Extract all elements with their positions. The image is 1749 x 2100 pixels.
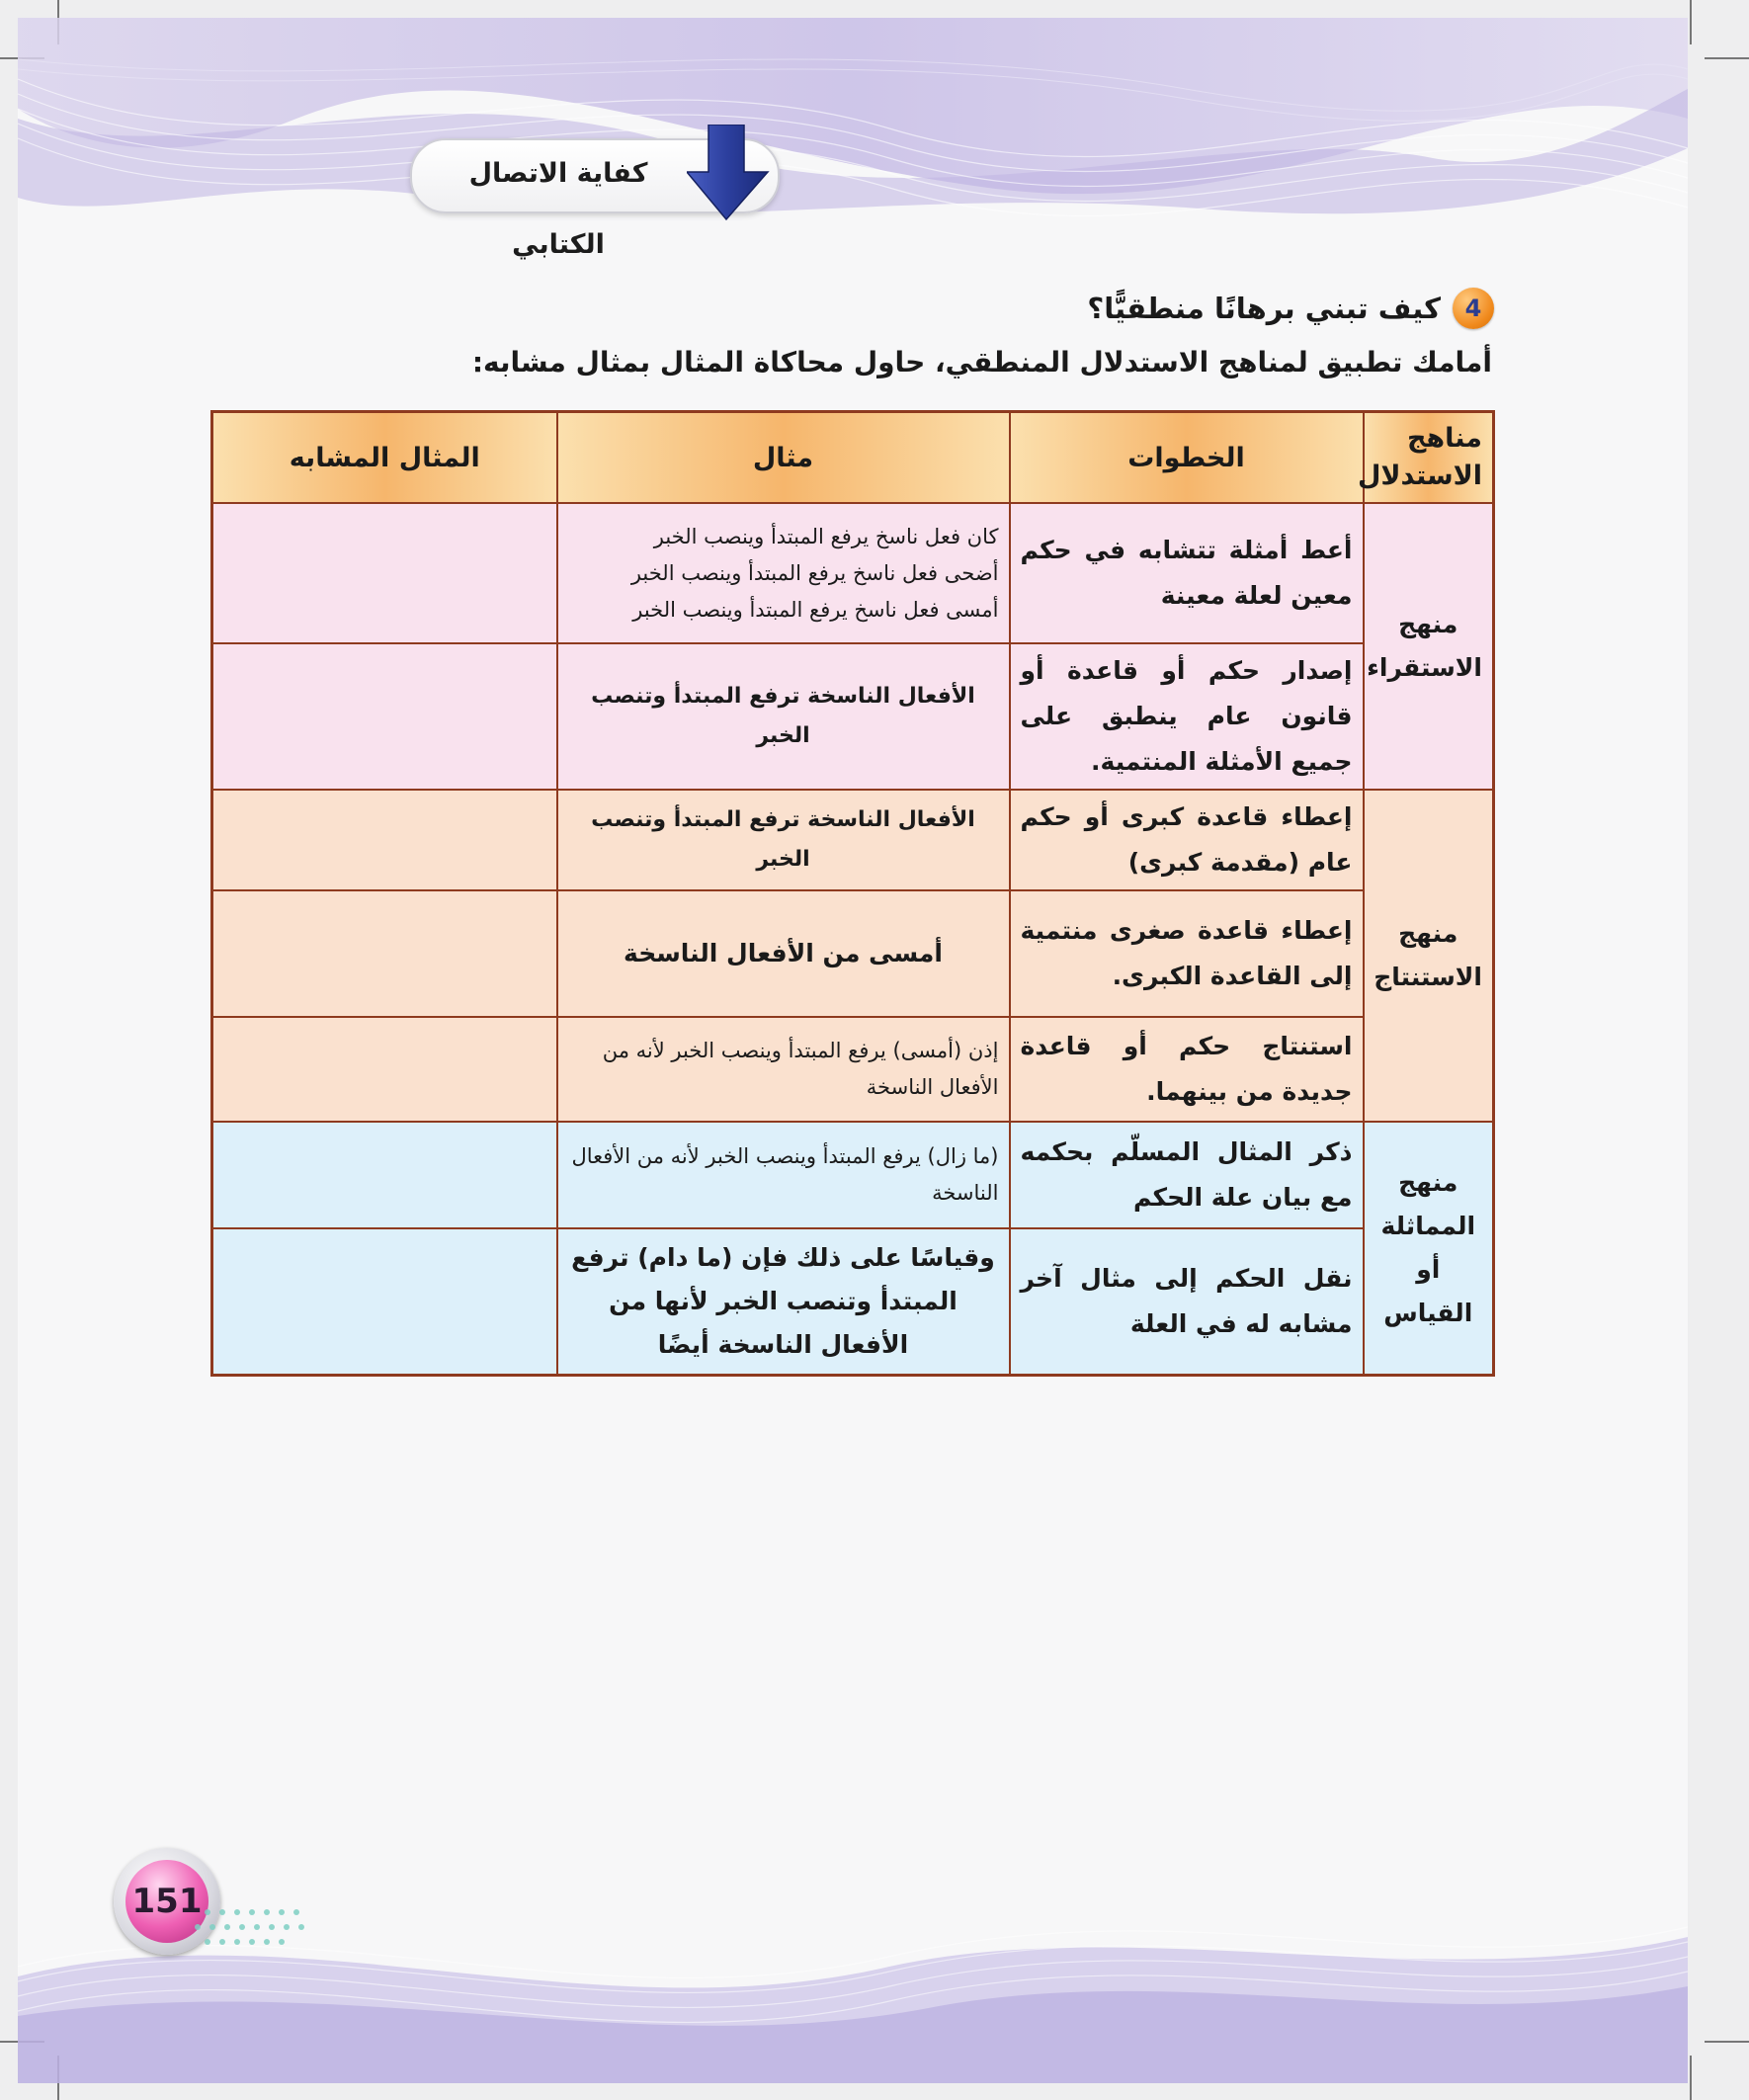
header-example: مثال (557, 412, 1010, 504)
step-cell: أعط أمثلة تتشابه في حكم معين لعلة معينة (1010, 503, 1364, 643)
step-cell: إعطاء قاعدة صغرى منتمية إلى القاعدة الكبرى. (1010, 890, 1364, 1017)
table-row (212, 1228, 1494, 1375)
method-induction: منهج الاستقراء (1364, 503, 1494, 790)
header-steps: الخطوات (1010, 412, 1364, 504)
crop-mark (1705, 2041, 1749, 2043)
page-number: 151 (131, 1882, 203, 1921)
crop-mark (0, 2041, 44, 2043)
question-line (1087, 289, 1494, 328)
step-cell: إعطاء قاعدة كبرى أو حكم عام (مقدمة كبرى) (1010, 790, 1364, 890)
similar-example-answer-cell[interactable] (212, 643, 557, 790)
reasoning-methods-table (210, 410, 1495, 1377)
method-deduction: منهج الاستنتاج (1364, 790, 1494, 1122)
example-cell: أمسى من الأفعال الناسخة (557, 890, 1010, 1017)
header-wave-decoration (0, 0, 1749, 260)
crop-mark (1690, 2056, 1692, 2100)
step-cell: ذكر المثال المسلّم بحكمه مع بيان علة الحكم (1010, 1122, 1364, 1228)
similar-example-answer-cell[interactable] (212, 1122, 557, 1228)
example-cell: وقياسًا على ذلك فإن (ما دام) ترفع المبتدأ وتنصب الخبر لأنها من الأفعال الناسخة أيضًا (557, 1228, 1010, 1375)
example-cell: (ما زال) يرفع المبتدأ وينصب الخبر لأنه من الأفعال الناسخة (557, 1122, 1010, 1228)
similar-example-answer-cell[interactable] (212, 503, 557, 643)
example-line: كان فعل ناسخ يرفع المبتدأ وينصب الخبر (653, 524, 999, 548)
similar-example-answer-cell[interactable] (212, 890, 557, 1017)
similar-example-answer-cell[interactable] (212, 1017, 557, 1122)
table-header-row (212, 412, 1494, 504)
question-text: كيف تبني برهانًا منطقيًّا؟ (1087, 292, 1441, 325)
table-row (212, 643, 1494, 790)
similar-example-answer-cell[interactable] (212, 1228, 557, 1375)
question-number-badge: 4 (1453, 288, 1494, 329)
example-cell: الأفعال الناسخة ترفع المبتدأ وتنصب الخبر (557, 790, 1010, 890)
header-methods: مناهج الاستدلال (1364, 412, 1494, 504)
section-title: كفاية الاتصال الكتابي (468, 158, 648, 260)
header-similar-example: المثال المشابه (212, 412, 557, 504)
table-row (212, 1122, 1494, 1228)
example-cell: إذن (أمسى) يرفع المبتدأ وينصب الخبر لأنه من الأفعال الناسخة (557, 1017, 1010, 1122)
table-row (212, 790, 1494, 890)
dots-decoration-icon (188, 1902, 326, 1962)
step-cell: إصدار حكم أو قاعدة أو قانون عام ينطبق على جميع الأمثلة المنتمية. (1010, 643, 1364, 790)
similar-example-answer-cell[interactable] (212, 790, 557, 890)
table-row (212, 890, 1494, 1017)
instruction-text: أمامك تطبيق لمناهج الاستدلال المنطقي، حاول محاكاة المثال بمثال مشابه: (471, 346, 1492, 378)
crop-mark (57, 2056, 59, 2100)
step-cell: استنتاج حكم أو قاعدة جديدة من بينهما. (1010, 1017, 1364, 1122)
step-cell: نقل الحكم إلى مثال آخر مشابه له في العلة (1010, 1228, 1364, 1375)
example-line: أمسى فعل ناسخ يرفع المبتدأ وينصب الخبر (632, 597, 999, 622)
example-cell (557, 503, 1010, 643)
table-row (212, 503, 1494, 643)
example-cell: الأفعال الناسخة ترفع المبتدأ وتنصب الخبر (557, 643, 1010, 790)
down-arrow-icon (687, 125, 776, 221)
example-line: أضحى فعل ناسخ يرفع المبتدأ وينصب الخبر (630, 560, 999, 585)
method-analogy: منهج المماثلة أو القياس (1364, 1122, 1494, 1375)
table-row (212, 1017, 1494, 1122)
